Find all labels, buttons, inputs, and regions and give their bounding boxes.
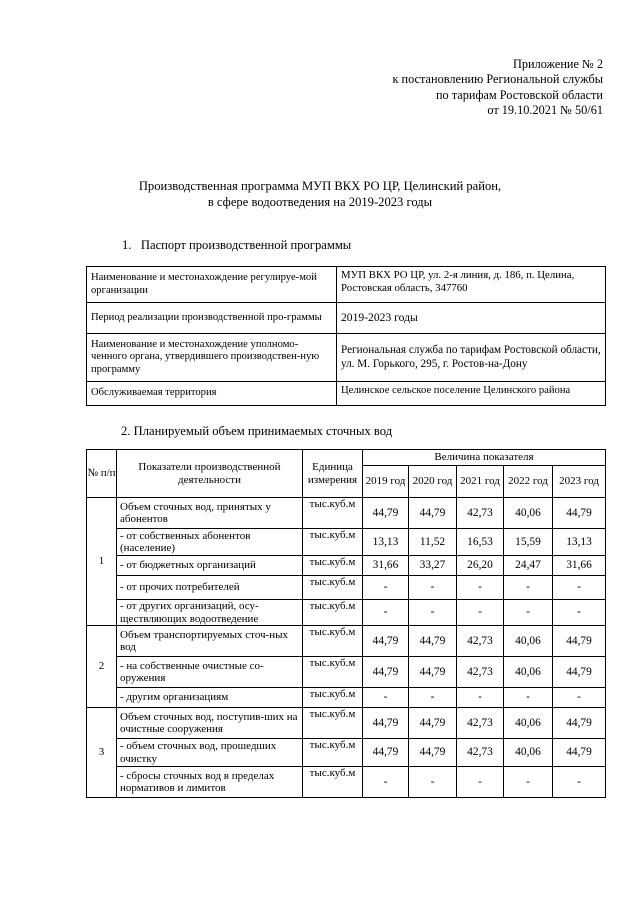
value-cell: 44,79: [363, 739, 409, 767]
passport-value: 2019-2023 годы: [337, 303, 606, 334]
value-cell: -: [457, 688, 504, 708]
value-cell: -: [504, 600, 553, 626]
unit-cell: тыс.куб.м: [303, 556, 363, 576]
passport-row: [87, 303, 606, 334]
unit-cell: тыс.куб.м: [303, 576, 363, 600]
table-row: [87, 600, 606, 626]
value-cell: -: [553, 688, 606, 708]
value-cell: -: [457, 600, 504, 626]
value-cell: 31,66: [363, 556, 409, 576]
table-row: [87, 626, 606, 657]
value-cell: 42,73: [457, 657, 504, 688]
unit-cell: тыс.куб.м: [303, 600, 363, 626]
value-cell: 44,79: [409, 498, 457, 529]
table-row: [87, 556, 606, 576]
value-cell: 42,73: [457, 708, 504, 739]
passport-row: [87, 382, 606, 406]
row-number: 2: [87, 626, 117, 708]
year-header: 2022 год: [504, 466, 553, 498]
title-line-2: в сфере водоотведения на 2019-2023 годы: [207, 194, 433, 209]
indicator-name: - объем сточных вод, прошедших очистку: [117, 739, 303, 767]
passport-label: Наименование и местонахождение уполномо-ченного органа, утвердившего производствен-ную программу: [87, 334, 337, 382]
value-cell: 16,53: [457, 529, 504, 556]
unit-cell: тыс.куб.м: [303, 498, 363, 529]
value-cell: 44,79: [409, 739, 457, 767]
year-header: 2021 год: [457, 466, 504, 498]
year-header: 2020 год: [409, 466, 457, 498]
title-line-1: Производственная программа МУП ВКХ РО ЦР, Целинский район,: [138, 179, 502, 193]
unit-cell: тыс.куб.м: [303, 626, 363, 657]
indicator-name: - от других организаций, осу-ществляющих водоотведение: [117, 600, 303, 626]
value-cell: 44,79: [553, 657, 606, 688]
value-cell: -: [363, 576, 409, 600]
value-cell: -: [457, 576, 504, 600]
resolution-date: от 19.10.2021 № 50/61: [487, 102, 603, 117]
value-cell: -: [553, 576, 606, 600]
table-row: [87, 767, 606, 798]
appendix-number: Приложение № 2: [512, 57, 603, 71]
passport-row: [87, 334, 606, 382]
value-cell: -: [504, 576, 553, 600]
value-cell: 40,06: [504, 498, 553, 529]
value-cell: 44,79: [553, 708, 606, 739]
table-row: [87, 688, 606, 708]
col-header-value: Величина показателя: [363, 450, 606, 466]
value-cell: 33,27: [409, 556, 457, 576]
value-cell: -: [363, 600, 409, 626]
value-cell: -: [409, 688, 457, 708]
value-cell: 42,73: [457, 739, 504, 767]
indicator-name: - от бюджетных организаций: [117, 556, 303, 576]
table-row: [87, 739, 606, 767]
value-cell: -: [504, 767, 553, 798]
indicator-name: - сбросы сточных вод в пределах нормативов и лимитов: [117, 767, 303, 798]
value-cell: 44,79: [363, 708, 409, 739]
value-cell: -: [363, 767, 409, 798]
value-cell: 24,47: [504, 556, 553, 576]
unit-cell: тыс.куб.м: [303, 529, 363, 556]
value-cell: 40,06: [504, 708, 553, 739]
passport-value: МУП ВКХ РО ЦР, ул. 2-я линия, д. 186, п. Целина, Ростовская область, 347760: [337, 267, 606, 303]
value-cell: -: [409, 767, 457, 798]
document-header: [303, 57, 603, 118]
value-cell: 40,06: [504, 657, 553, 688]
year-header: 2023 год: [553, 466, 606, 498]
passport-value: Целинское сельское поселение Целинского района: [337, 382, 606, 406]
value-cell: 31,66: [553, 556, 606, 576]
indicator-name: - другим организациям: [117, 688, 303, 708]
passport-label: Обслуживаемая территория: [87, 382, 337, 406]
value-cell: 40,06: [504, 739, 553, 767]
value-cell: 44,79: [409, 657, 457, 688]
value-cell: 44,79: [363, 657, 409, 688]
table-row: [87, 576, 606, 600]
table-row: [87, 498, 606, 529]
document-title: [0, 179, 640, 210]
section-1-number: 1.: [122, 238, 132, 252]
value-cell: 26,20: [457, 556, 504, 576]
value-cell: -: [504, 688, 553, 708]
value-cell: 40,06: [504, 626, 553, 657]
row-number: 1: [87, 498, 117, 626]
value-cell: 42,73: [457, 626, 504, 657]
value-cell: 15,59: [504, 529, 553, 556]
value-cell: -: [553, 767, 606, 798]
unit-cell: тыс.куб.м: [303, 657, 363, 688]
section-1-heading: [122, 238, 351, 253]
value-cell: 42,73: [457, 498, 504, 529]
indicator-name: Объем сточных вод, принятых у абонентов: [117, 498, 303, 529]
value-cell: 13,13: [363, 529, 409, 556]
value-cell: 44,79: [553, 626, 606, 657]
authority-line: по тарифам Ростовской области: [435, 87, 603, 102]
resolution-line: к постановлению Региональной службы: [392, 72, 603, 87]
value-cell: -: [409, 576, 457, 600]
value-cell: -: [363, 688, 409, 708]
indicator-name: - от собственных абонентов (население): [117, 529, 303, 556]
col-header-indicator: Показатели производственной деятельности: [117, 450, 303, 498]
value-cell: 44,79: [409, 626, 457, 657]
value-cell: 13,13: [553, 529, 606, 556]
value-cell: -: [409, 600, 457, 626]
indicator-name: Объем транспортируемых сточ-ных вод: [117, 626, 303, 657]
passport-value: Региональная служба по тарифам Ростовской области, ул. М. Горького, 295, г. Ростов-на-Дону: [337, 334, 606, 382]
table-row: [87, 529, 606, 556]
value-cell: 44,79: [553, 498, 606, 529]
table-header-row: [87, 450, 606, 466]
unit-cell: тыс.куб.м: [303, 708, 363, 739]
indicator-name: - на собственные очистные со-оружения: [117, 657, 303, 688]
value-cell: -: [457, 767, 504, 798]
value-cell: 11,52: [409, 529, 457, 556]
unit-cell: тыс.куб.м: [303, 739, 363, 767]
value-cell: 44,79: [363, 498, 409, 529]
passport-label: Период реализации производственной про-граммы: [87, 303, 337, 334]
table-row: [87, 708, 606, 739]
row-number: 3: [87, 708, 117, 798]
value-cell: 44,79: [553, 739, 606, 767]
passport-label: Наименование и местонахождение регулируе-мой организации: [87, 267, 337, 303]
unit-cell: тыс.куб.м: [303, 688, 363, 708]
col-header-unit: Единица измерения: [303, 450, 363, 498]
value-cell: -: [553, 600, 606, 626]
unit-cell: тыс.куб.м: [303, 767, 363, 798]
indicator-name: Объем сточных вод, поступив-ших на очистные сооружения: [117, 708, 303, 739]
col-header-no: № п/п: [87, 450, 117, 498]
passport-table: [86, 266, 606, 406]
volume-table: [86, 449, 606, 798]
value-cell: 44,79: [363, 626, 409, 657]
section-2-heading: 2. Планируемый объем принимаемых сточных вод: [121, 424, 393, 438]
section-1-label: Паспорт производственной программы: [140, 238, 352, 252]
table-row: [87, 657, 606, 688]
passport-row: [87, 267, 606, 303]
indicator-name: - от прочих потребителей: [117, 576, 303, 600]
year-header: 2019 год: [363, 466, 409, 498]
value-cell: 44,79: [409, 708, 457, 739]
